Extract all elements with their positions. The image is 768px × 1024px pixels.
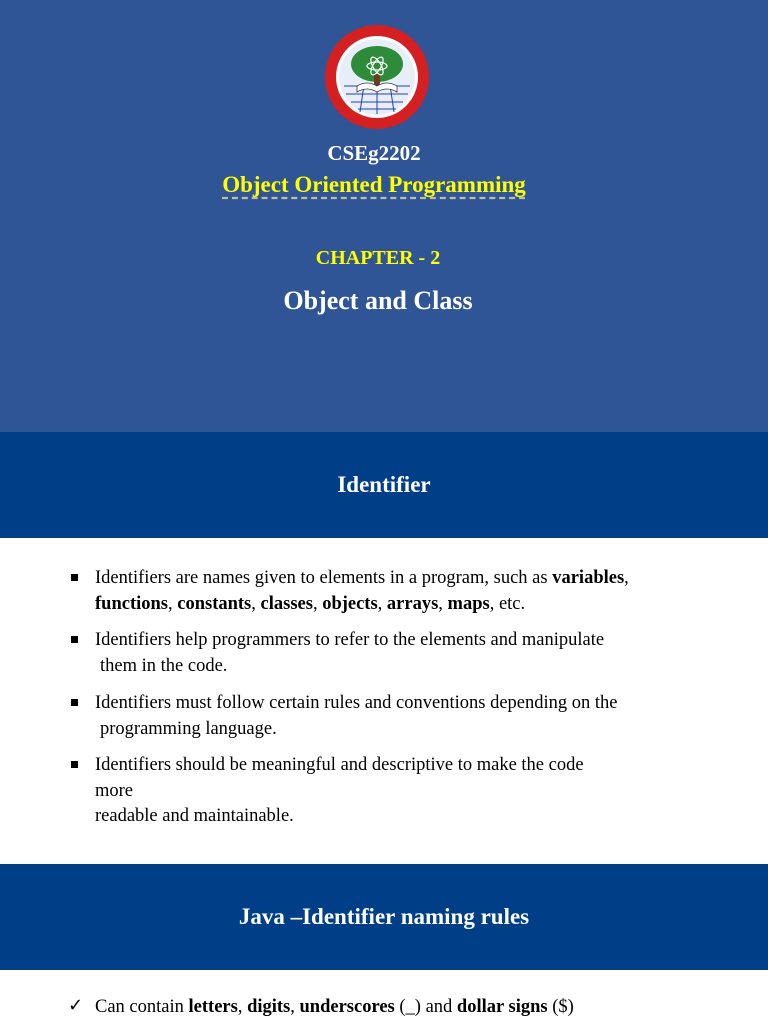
list-item: Identifiers should be meaningful and descriptive to make the code more readable and maintainable. bbox=[95, 753, 735, 830]
title-slide bbox=[0, 0, 768, 432]
chapter-label: CHAPTER - 2 bbox=[315, 247, 441, 269]
square-bullet-icon bbox=[71, 699, 78, 706]
university-seal-icon bbox=[324, 24, 430, 130]
list-item: Identifiers must follow certain rules and conventions depending on the programming language. bbox=[95, 691, 735, 742]
course-code: CSEg2202 bbox=[327, 141, 421, 165]
square-bullet-icon bbox=[71, 761, 78, 768]
list-item: Identifiers help programmers to refer to the elements and manipulate them in the code. bbox=[95, 628, 735, 679]
checkmark-icon: ✓ bbox=[68, 995, 84, 1016]
list-item: ✓ Can contain letters, digits, underscores (_) and dollar signs ($) bbox=[68, 995, 574, 1017]
identifier-banner bbox=[0, 432, 768, 538]
square-bullet-icon bbox=[71, 636, 78, 643]
chapter-title: Object and Class bbox=[283, 286, 473, 315]
naming-rules-banner bbox=[0, 864, 768, 970]
identifier-heading: Identifier bbox=[337, 472, 431, 497]
naming-rules-heading: Java –Identifier naming rules bbox=[238, 904, 530, 929]
list-item: Identifiers are names given to elements in a program, such as variables, functions, constants, classes, objects, arrays, maps, etc. bbox=[95, 566, 735, 617]
square-bullet-icon bbox=[71, 574, 78, 581]
course-title: Object Oriented Programming bbox=[222, 172, 526, 197]
